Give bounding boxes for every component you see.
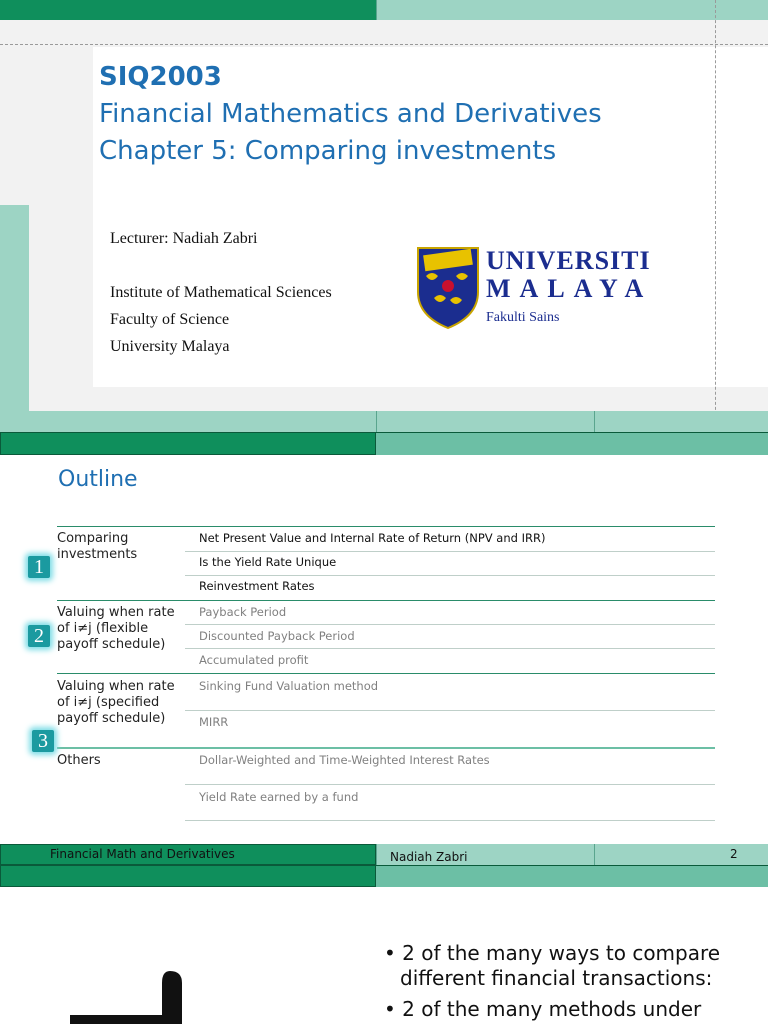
dashed-guide-vertical — [715, 0, 716, 440]
outline-item: Dollar-Weighted and Time-Weighted Interest Rates — [199, 753, 490, 767]
bottom-bar-right-light — [594, 411, 768, 432]
section-number-badge: 3 — [32, 730, 54, 752]
outline-item: Accumulated profit — [199, 653, 309, 667]
bullet-text: 2 of the many methods under — [402, 997, 702, 1021]
outline-item: Discounted Payback Period — [199, 629, 355, 643]
title-card — [93, 47, 768, 387]
bullet-continuation: different financial transactions: — [400, 966, 713, 990]
crest-icon — [416, 246, 480, 330]
table-rule — [185, 624, 715, 625]
table-rule — [57, 673, 715, 674]
university-text: University Malaya — [110, 338, 230, 355]
footer-lecturer: Nadiah Zabri — [390, 850, 468, 864]
bottom-bar-mid-light — [376, 411, 594, 432]
section-number-badge: 2 — [28, 625, 50, 647]
top-bar-dark — [0, 0, 376, 20]
section-number-badge: 1 — [28, 556, 50, 578]
bullet-item: • 2 of the many ways to compare — [384, 941, 721, 965]
course-code: SIQ2003 — [99, 62, 222, 92]
footer-course: Financial Math and Derivatives — [50, 847, 235, 861]
section-category: Valuing when rate of i≠j (flexible payoff schedule) — [57, 605, 175, 652]
bottom-bar-left-light — [0, 411, 376, 432]
faculty-text: Faculty of Science — [110, 311, 230, 328]
bottom-bar-mid — [376, 432, 768, 455]
institute-text: Institute of Mathematical Sciences — [110, 284, 332, 301]
table-rule — [185, 820, 715, 821]
outline-slide — [0, 455, 768, 889]
footer-bar-dark — [0, 865, 376, 887]
table-rule — [57, 526, 715, 527]
top-bar-light — [376, 0, 768, 20]
outline-title: Outline — [58, 467, 138, 492]
university-logo — [416, 246, 666, 330]
footer-bar-mid-lower — [376, 865, 768, 887]
table-rule — [185, 784, 715, 785]
outline-item: Sinking Fund Valuation method — [199, 679, 379, 693]
bottom-bar-dark — [0, 432, 376, 455]
arrow-icon — [70, 967, 190, 1024]
section-category: Others — [57, 753, 101, 768]
outline-item: Is the Yield Rate Unique — [199, 555, 337, 569]
bullet-item: • 2 of the many methods under — [384, 997, 702, 1021]
table-rule — [185, 551, 715, 552]
table-rule — [185, 575, 715, 576]
content-slide-partial — [0, 889, 768, 1024]
course-title: Financial Mathematics and Derivatives — [99, 99, 602, 129]
outline-item: MIRR — [199, 715, 229, 729]
bullet-text: 2 of the many ways to compare — [402, 941, 721, 965]
section-category: Comparing investments — [57, 531, 138, 562]
outline-item: Net Present Value and Internal Rate of Return (NPV and IRR) — [199, 531, 546, 545]
logo-malaya: MALAYA — [486, 274, 653, 303]
chapter-title: Chapter 5: Comparing investments — [99, 136, 557, 166]
outline-item: Payback Period — [199, 605, 287, 619]
left-accent-bar — [0, 205, 29, 435]
lecturer-text: Lecturer: Nadiah Zabri — [110, 230, 258, 247]
footer-bar-right — [594, 844, 768, 865]
table-rule — [185, 648, 715, 649]
footer-page-number: 2 — [730, 847, 738, 861]
outline-item: Reinvestment Rates — [199, 579, 315, 593]
title-slide — [0, 0, 768, 455]
table-rule — [57, 747, 715, 749]
logo-universiti: UNIVERSITI — [486, 246, 651, 275]
dashed-guide-horizontal — [0, 44, 768, 45]
section-category: Valuing when rate of i≠j (specified payoff schedule) — [57, 679, 175, 726]
outline-item: Yield Rate earned by a fund — [199, 790, 359, 804]
table-rule — [57, 600, 715, 601]
table-rule — [185, 710, 715, 711]
logo-subtitle: Fakulti Sains — [486, 310, 560, 325]
